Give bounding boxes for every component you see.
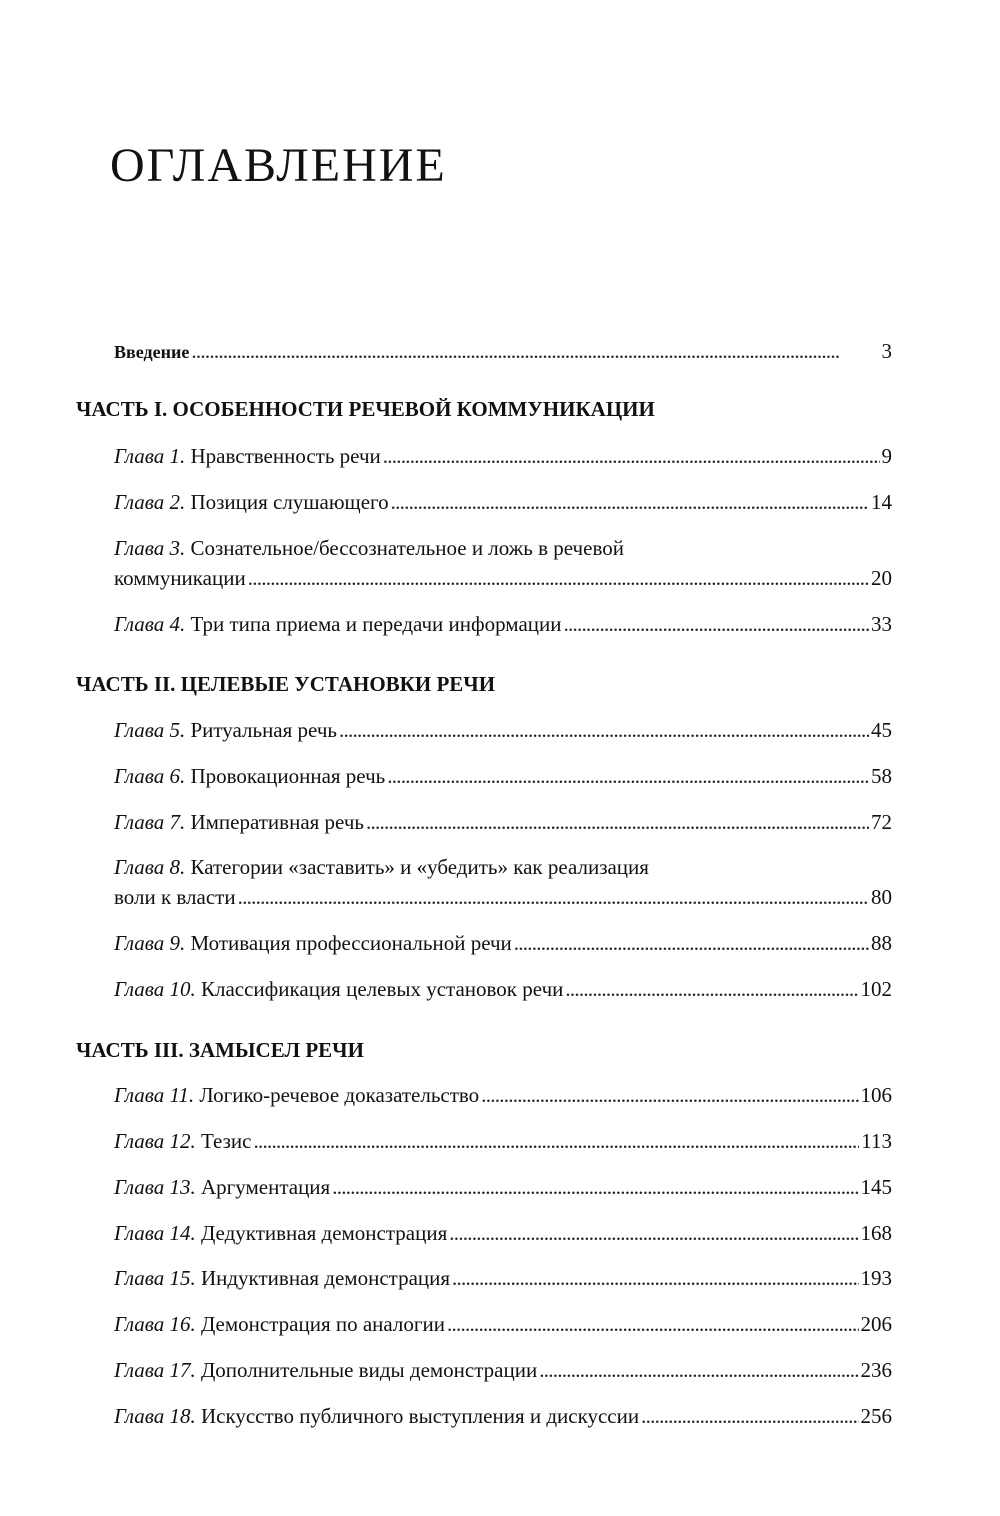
page-number: 102 <box>860 977 892 1001</box>
toc-entry-chapter-13[interactable] <box>114 1174 892 1200</box>
page-number: 9 <box>881 444 892 468</box>
part-heading: ЧАСТЬ II. ЦЕЛЕВЫЕ УСТАНОВКИ РЕЧИ <box>76 672 496 696</box>
chapter-number: Глава 16. <box>114 1312 196 1336</box>
page-number: 236 <box>860 1358 892 1382</box>
toc-entry-chapter-3-first-line[interactable] <box>114 535 624 561</box>
page-number: 145 <box>860 1175 892 1199</box>
chapter-title-continuation: воли к власти <box>114 885 236 909</box>
dot-leader <box>514 930 869 956</box>
page-number: 45 <box>871 718 892 742</box>
toc-entry-chapter-8-first-line[interactable] <box>114 854 649 880</box>
dot-leader <box>387 763 869 789</box>
chapter-title: Позиция слушающего <box>190 490 389 514</box>
toc-entry-label: Введение <box>114 342 190 362</box>
dot-leader <box>191 338 879 364</box>
dot-leader <box>332 1174 858 1200</box>
part-heading: ЧАСТЬ I. ОСОБЕННОСТИ РЕЧЕВОЙ КОММУНИКАЦИИ <box>76 397 655 421</box>
chapter-title: Тезис <box>200 1129 252 1153</box>
chapter-title: Категории «заставить» и «убедить» как реализация <box>190 855 649 879</box>
dot-leader <box>238 884 869 910</box>
toc-entry-chapter-12[interactable] <box>114 1128 892 1154</box>
toc-entry-chapter-3[interactable] <box>114 565 892 591</box>
chapter-title: Аргументация <box>200 1175 331 1199</box>
chapter-title: Демонстрация по аналогии <box>200 1312 445 1336</box>
chapter-number: Глава 7. <box>114 810 186 834</box>
toc-entry-chapter-16[interactable] <box>114 1311 892 1337</box>
chapter-number: Глава 5. <box>114 718 186 742</box>
dot-leader <box>253 1128 859 1154</box>
toc-entry-chapter-11[interactable] <box>114 1082 892 1108</box>
toc-entry-chapter-15[interactable] <box>114 1265 892 1291</box>
toc-entry-chapter-14[interactable] <box>114 1220 892 1246</box>
chapter-title-continuation: коммуникации <box>114 566 246 590</box>
chapter-number: Глава 18. <box>114 1404 196 1428</box>
toc-entry-chapter-5[interactable] <box>114 717 892 743</box>
dot-leader <box>563 611 869 637</box>
toc-entry-chapter-1[interactable] <box>114 443 892 469</box>
chapter-title: Три типа приема и передачи информации <box>190 612 562 636</box>
chapter-number: Глава 10. <box>114 977 196 1001</box>
chapter-title: Дедуктивная демонстрация <box>200 1221 448 1245</box>
chapter-number: Глава 9. <box>114 931 186 955</box>
chapter-number: Глава 3. <box>114 536 186 560</box>
toc-entry-chapter-2[interactable] <box>114 489 892 515</box>
dot-leader <box>641 1403 858 1429</box>
chapter-number: Глава 14. <box>114 1221 196 1245</box>
chapter-number: Глава 17. <box>114 1358 196 1382</box>
chapter-title: Императивная речь <box>190 810 364 834</box>
chapter-title: Нравственность речи <box>190 444 381 468</box>
dot-leader <box>539 1357 858 1383</box>
toc-entry-chapter-8[interactable] <box>114 884 892 910</box>
page-number: 20 <box>871 566 892 590</box>
chapter-number: Глава 15. <box>114 1266 196 1290</box>
dot-leader <box>452 1265 858 1291</box>
toc-entry-chapter-6[interactable] <box>114 763 892 789</box>
chapter-title: Сознательное/бессознательное и ложь в речевой <box>190 536 624 560</box>
chapter-title: Логико-речевое доказательство <box>199 1083 480 1107</box>
dot-leader <box>366 809 869 835</box>
dot-leader <box>339 717 869 743</box>
page-number: 256 <box>860 1404 892 1428</box>
chapter-title: Дополнительные виды демонстрации <box>200 1358 538 1382</box>
page-number: 206 <box>860 1312 892 1336</box>
toc-entry-chapter-17[interactable] <box>114 1357 892 1383</box>
chapter-number: Глава 4. <box>114 612 186 636</box>
chapter-number: Глава 8. <box>114 855 186 879</box>
toc-entry-chapter-7[interactable] <box>114 809 892 835</box>
page-number: 80 <box>871 885 892 909</box>
dot-leader <box>481 1082 858 1108</box>
page-number: 88 <box>871 931 892 955</box>
page-number: 14 <box>871 490 892 514</box>
chapter-title: Индуктивная демонстрация <box>200 1266 451 1290</box>
dot-leader <box>449 1220 858 1246</box>
toc-entry-chapter-9[interactable] <box>114 930 892 956</box>
page-number: 168 <box>860 1221 892 1245</box>
page-title: ОГЛАВЛЕНИЕ <box>110 139 447 192</box>
chapter-title: Провокационная речь <box>190 764 386 788</box>
page-number: 113 <box>861 1129 892 1153</box>
page-number: 106 <box>860 1083 892 1107</box>
dot-leader <box>565 976 858 1002</box>
chapter-number: Глава 13. <box>114 1175 196 1199</box>
chapter-title: Ритуальная речь <box>190 718 337 742</box>
page-number: 3 <box>881 339 892 363</box>
dot-leader <box>248 565 869 591</box>
page-number: 72 <box>871 810 892 834</box>
chapter-title: Мотивация профессиональной речи <box>190 931 512 955</box>
page-number: 193 <box>860 1266 892 1290</box>
page-number: 33 <box>871 612 892 636</box>
dot-leader <box>447 1311 859 1337</box>
dot-leader <box>383 443 880 469</box>
toc-entry-chapter-10[interactable] <box>114 976 892 1002</box>
dot-leader <box>391 489 869 515</box>
chapter-title: Классификация целевых установок речи <box>200 977 564 1001</box>
chapter-title: Искусство публичного выступления и дискуссии <box>200 1404 640 1428</box>
toc-entry-chapter-18[interactable] <box>114 1403 892 1429</box>
chapter-number: Глава 11. <box>114 1083 195 1107</box>
chapter-number: Глава 6. <box>114 764 186 788</box>
toc-entry-intro[interactable] <box>114 338 892 365</box>
toc-entry-chapter-4[interactable] <box>114 611 892 637</box>
page-number: 58 <box>871 764 892 788</box>
chapter-number: Глава 2. <box>114 490 186 514</box>
chapter-number: Глава 1. <box>114 444 186 468</box>
chapter-number: Глава 12. <box>114 1129 196 1153</box>
part-heading: ЧАСТЬ III. ЗАМЫСЕЛ РЕЧИ <box>76 1038 364 1062</box>
